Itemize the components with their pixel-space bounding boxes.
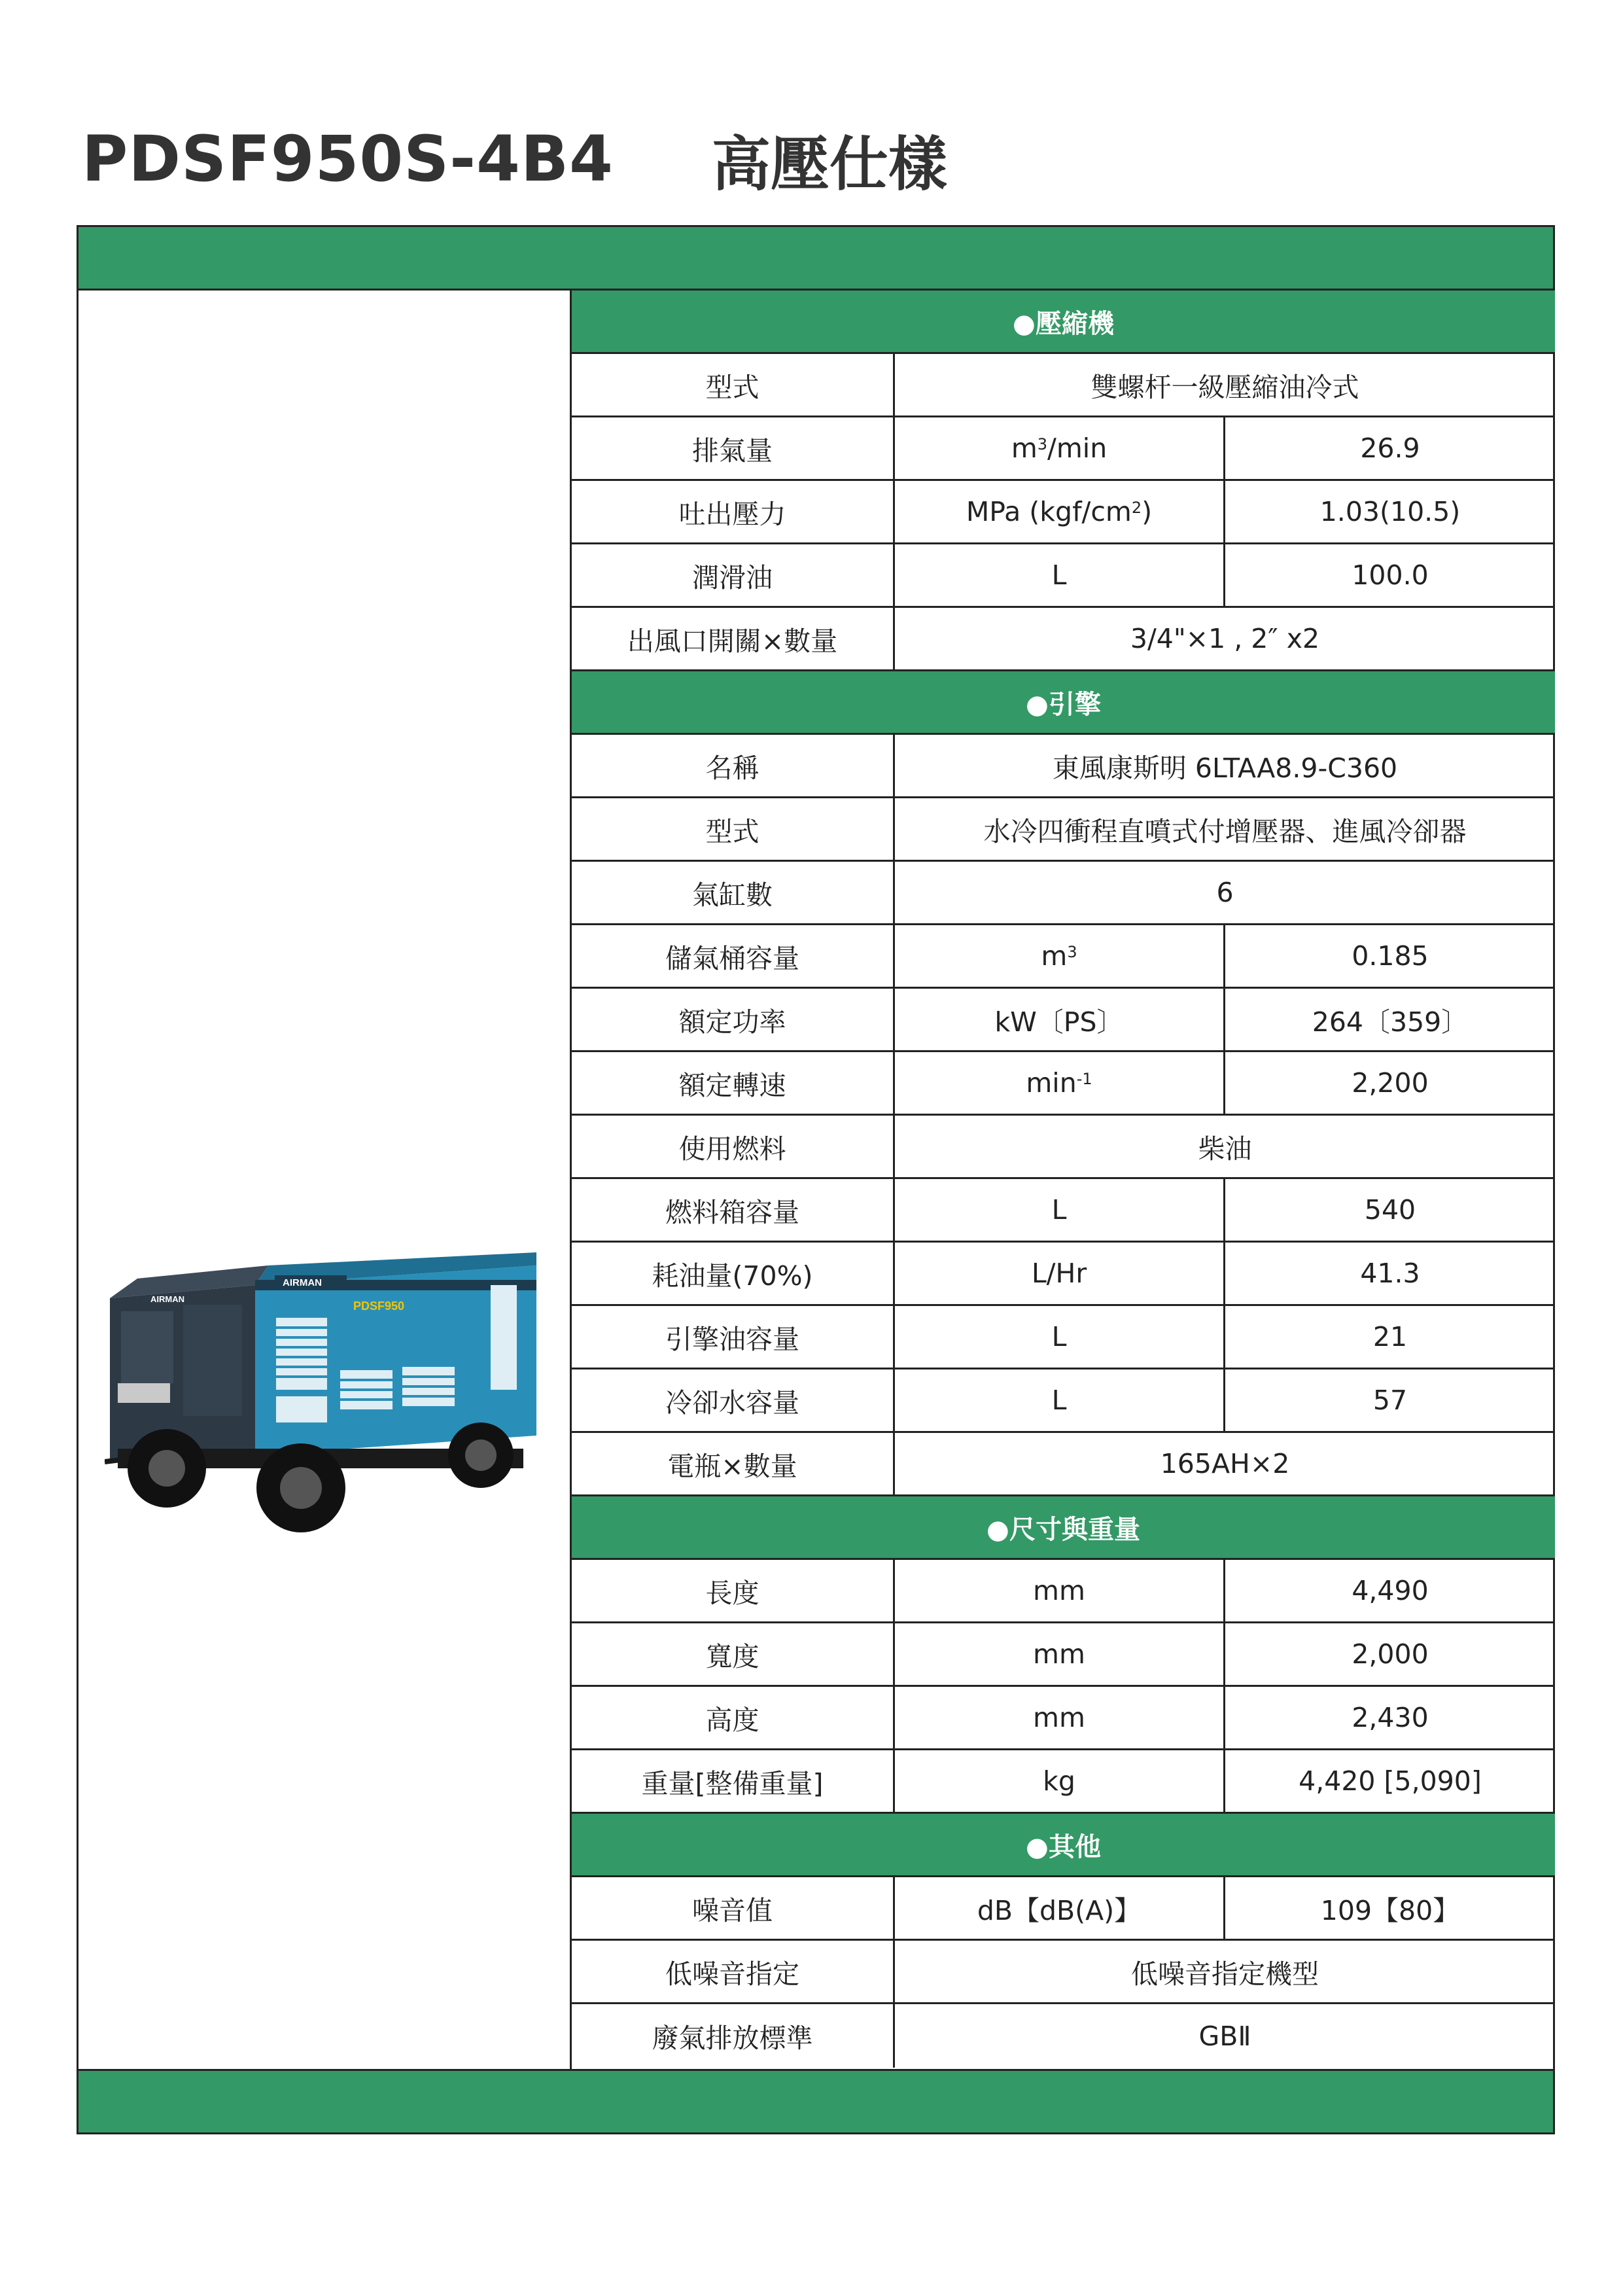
spec-unit: [895, 481, 1225, 542]
spec-label: 名稱: [572, 735, 895, 796]
unit-text: L: [1051, 1321, 1067, 1352]
spec-value: 東風康斯明 6LTAA8.9-C360: [1052, 752, 1398, 784]
spec-unit: [895, 1750, 1225, 1812]
unit-text: L: [1051, 559, 1067, 591]
spec-value: 4,490: [1352, 1575, 1429, 1606]
spec-label: 型式: [572, 798, 895, 860]
spec-unit: [895, 1560, 1225, 1621]
spec-subtitle: 高壓仕樣: [711, 130, 947, 199]
spec-unit: [895, 1623, 1225, 1685]
unit-text: kg: [1043, 1765, 1075, 1797]
spec-value: 41.3: [1360, 1258, 1420, 1289]
spec-label: 儲氣桶容量: [572, 925, 895, 987]
section-header-other: ●其他: [572, 1814, 1555, 1877]
spec-row: [572, 354, 1555, 417]
spec-label: 出風口開關×數量: [572, 608, 895, 669]
spec-row: [572, 1877, 1555, 1941]
unit-text: kW〔PS〕: [994, 1006, 1124, 1038]
spec-value: 264〔359〕: [1312, 1006, 1469, 1038]
spec-label: 冷卻水容量: [572, 1369, 895, 1431]
header-band: [79, 227, 1553, 291]
spec-value: 柴油: [1198, 1133, 1252, 1165]
brand-label-rear: AIRMAN: [150, 1294, 184, 1304]
spec-label: 長度: [572, 1560, 895, 1621]
spec-label: 使用燃料: [572, 1116, 895, 1177]
spec-label: 寬度: [572, 1623, 895, 1685]
spec-row: [572, 608, 1555, 671]
spec-row: [572, 1941, 1555, 2004]
section-header-compressor: ●壓縮機: [572, 291, 1555, 354]
unit-text: m: [1011, 433, 1038, 464]
spec-unit: [895, 1179, 1225, 1241]
spec-value: 0.185: [1352, 940, 1429, 972]
spec-row: [572, 1687, 1555, 1750]
spec-row: [572, 798, 1555, 862]
spec-row: [572, 2004, 1555, 2068]
unit-text: min: [1026, 1067, 1077, 1099]
spec-unit: [895, 417, 1225, 479]
model-label: PDSF950: [353, 1299, 405, 1313]
spec-value: GBⅡ: [1198, 2020, 1251, 2052]
model-number: PDSF950S-4B4: [82, 122, 614, 196]
unit-tail: /min: [1047, 433, 1108, 464]
spec-row: [572, 1116, 1555, 1179]
spec-value: 100.0: [1352, 559, 1429, 591]
spec-label: 低噪音指定: [572, 1941, 895, 2002]
spec-label: 額定功率: [572, 989, 895, 1050]
spec-value: 165AH×2: [1160, 1448, 1290, 1479]
spec-label: 型式: [572, 354, 895, 415]
spec-label: 廢氣排放標準: [572, 2004, 895, 2068]
spec-unit: [895, 925, 1225, 987]
spec-row: [572, 735, 1555, 798]
brand-label: AIRMAN: [283, 1277, 322, 1288]
spec-row: [572, 417, 1555, 481]
spec-row: [572, 1433, 1555, 1496]
spec-row: [572, 1052, 1555, 1116]
section-header-engine: ●引擎: [572, 671, 1555, 735]
spec-row: [572, 1560, 1555, 1623]
spec-label: 吐出壓力: [572, 481, 895, 542]
page-title: [82, 116, 947, 202]
unit-superscript: -1: [1076, 1070, 1092, 1088]
unit-text: L: [1051, 1194, 1067, 1226]
unit-superscript: 3: [1067, 943, 1077, 961]
spec-row: [572, 481, 1555, 544]
spec-row: [572, 1623, 1555, 1687]
spec-value: 1.03(10.5): [1319, 496, 1461, 527]
unit-text: mm: [1033, 1702, 1085, 1733]
spec-label: 耗油量(70%): [572, 1243, 895, 1304]
spec-row: [572, 1306, 1555, 1369]
spec-sheet: [77, 225, 1555, 2134]
spec-value: 6: [1216, 877, 1234, 908]
unit-text: m: [1041, 940, 1068, 972]
spec-label: 排氣量: [572, 417, 895, 479]
unit-text: MPa (kgf/cm: [966, 496, 1132, 527]
spec-unit: [895, 1052, 1225, 1114]
section-header-dimensions: ●尺寸與重量: [572, 1496, 1555, 1560]
footer-band: [79, 2069, 1553, 2132]
product-image-panel: [79, 291, 572, 2071]
unit-text: dB【dB(A)】: [977, 1894, 1142, 1926]
spec-unit: [895, 1306, 1225, 1368]
spec-row: [572, 862, 1555, 925]
spec-value: 雙螺杆一級壓縮油冷式: [1091, 371, 1359, 403]
spec-row: [572, 925, 1555, 989]
spec-label: 氣缸數: [572, 862, 895, 923]
spec-unit: [895, 544, 1225, 606]
spec-unit: [895, 1877, 1225, 1939]
spec-value: 57: [1372, 1385, 1408, 1416]
spec-value: 2,000: [1352, 1638, 1429, 1670]
spec-value: 3/4"×1 , 2″ x2: [1130, 623, 1320, 654]
unit-text: L: [1051, 1385, 1067, 1416]
unit-superscript: 3: [1037, 435, 1048, 453]
spec-row: [572, 1179, 1555, 1243]
unit-text: mm: [1033, 1575, 1085, 1606]
spec-unit: [895, 989, 1225, 1050]
spec-label: 潤滑油: [572, 544, 895, 606]
spec-table: [572, 291, 1555, 2068]
spec-label: 重量[整備重量]: [572, 1750, 895, 1812]
spec-label: 電瓶×數量: [572, 1433, 895, 1494]
spec-unit: [895, 1243, 1225, 1304]
unit-text: mm: [1033, 1638, 1085, 1670]
spec-value: 26.9: [1360, 433, 1420, 464]
unit-tail: ): [1142, 496, 1153, 527]
spec-row: [572, 544, 1555, 608]
spec-value: 2,200: [1352, 1067, 1429, 1099]
spec-value: 540: [1364, 1194, 1416, 1226]
spec-label: 額定轉速: [572, 1052, 895, 1114]
spec-label: 噪音值: [572, 1877, 895, 1939]
spec-unit: [895, 1687, 1225, 1748]
spec-row: [572, 989, 1555, 1052]
spec-row: [572, 1369, 1555, 1433]
unit-text: L/Hr: [1031, 1258, 1087, 1289]
spec-label: 燃料箱容量: [572, 1179, 895, 1241]
spec-row: [572, 1243, 1555, 1306]
spec-value: 109【80】: [1320, 1894, 1460, 1926]
spec-value: 2,430: [1352, 1702, 1429, 1733]
spec-value: 4,420 [5,090]: [1299, 1765, 1482, 1797]
spec-label: 高度: [572, 1687, 895, 1748]
unit-superscript: 2: [1131, 499, 1142, 517]
spec-label: 引擎油容量: [572, 1306, 895, 1368]
spec-value: 水冷四衝程直噴式付增壓器、進風冷卻器: [983, 815, 1467, 847]
spec-unit: [895, 1369, 1225, 1431]
air-compressor-image: [105, 1239, 550, 1534]
spec-value: 21: [1372, 1321, 1408, 1352]
spec-value: 低噪音指定機型: [1131, 1958, 1319, 1990]
spec-row: [572, 1750, 1555, 1814]
